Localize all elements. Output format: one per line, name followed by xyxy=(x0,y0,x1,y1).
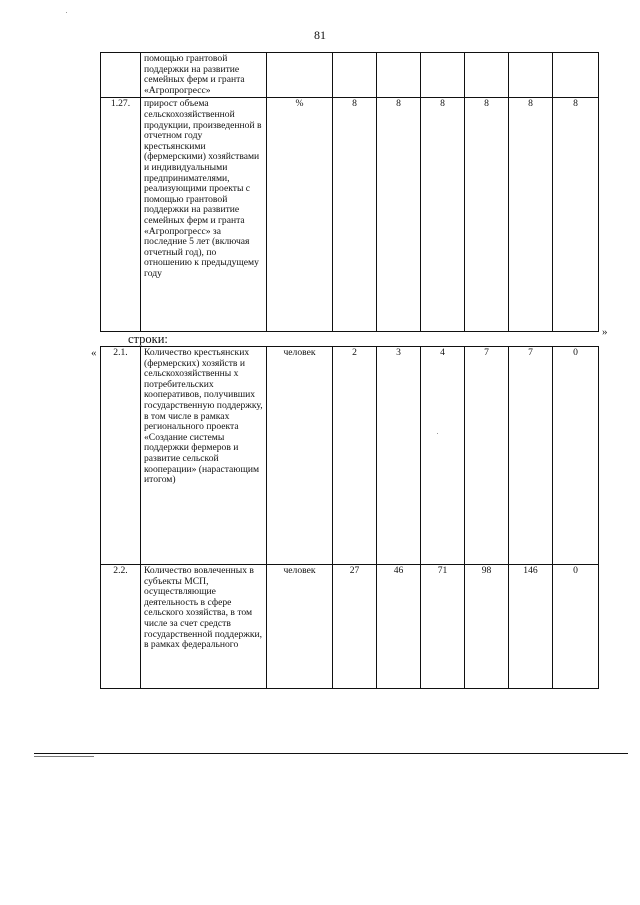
value-cell: 146 xyxy=(509,565,553,689)
value-cell: 0 xyxy=(553,347,599,565)
footer-rule xyxy=(34,753,628,754)
value-cell: 27 xyxy=(333,565,377,689)
value-cell xyxy=(377,53,421,98)
indicator-name: Количество крестьянских (фермерских) хозяйств и сельскохозяйственны х потребительских кооперативов, получивших государственную поддержку, в том числе в рамках регионального проекта «Создание системы поддержки фермеров и развитие сельской кооперации» (нарастающим итогом) xyxy=(144,347,263,486)
value-cell: 2 xyxy=(333,347,377,565)
value-cell xyxy=(465,53,509,98)
unit-cell xyxy=(267,53,333,98)
indicator-name: Количество вовлеченных в субъекты МСП, осуществляющие деятельность в сфере сельского хозяйства, в том числе за счет средств государственной поддержки, в рамках федерального xyxy=(144,565,263,651)
value-cell xyxy=(333,53,377,98)
value-cell xyxy=(421,53,465,98)
value-cell: 8 xyxy=(553,98,599,332)
indicator-name: прирост объема сельскохозяйственной продукции, произведенной в отчетном году крестьянскими (фермерскими) хозяйствами и индивидуальными предпринимателями, реализующими проекты с помощью грантовой поддержки на развитие семейных ферм и гранта «Агропрогресс» за последние 5 лет (включая отчетный год), по отношению к предыдущему году xyxy=(144,98,262,279)
value-cell: 71 xyxy=(421,565,465,689)
value-cell: 7 xyxy=(509,347,553,565)
indicators-table-continued xyxy=(100,52,599,332)
value-cell: 8 xyxy=(377,98,421,332)
value-cell: 4 xyxy=(421,347,465,565)
table-row xyxy=(101,53,599,98)
scan-speck xyxy=(66,12,67,13)
indicator-name: помощью грантовой поддержки на развитие семейных ферм и гранта «Агропрогресс» xyxy=(144,53,245,96)
value-cell: 8 xyxy=(421,98,465,332)
footer-rule-short xyxy=(34,756,94,757)
value-cell: 8 xyxy=(465,98,509,332)
row-number: 2.2. xyxy=(101,565,141,689)
value-cell xyxy=(509,53,553,98)
closing-quote: » xyxy=(602,326,608,338)
value-cell: 7 xyxy=(465,347,509,565)
indicators-table-new-rows xyxy=(100,346,599,689)
table-row xyxy=(101,98,599,332)
unit-cell: человек xyxy=(267,347,333,565)
row-number: 2.1. xyxy=(101,347,141,565)
row-number xyxy=(101,53,141,98)
opening-quote: « xyxy=(91,347,97,359)
scan-speck xyxy=(437,433,438,434)
value-cell: 3 xyxy=(377,347,421,565)
row-number: 1.27. xyxy=(101,98,141,332)
table-row xyxy=(101,565,599,689)
page-number: 81 xyxy=(314,28,326,42)
value-cell: 8 xyxy=(509,98,553,332)
value-cell: 8 xyxy=(333,98,377,332)
value-cell: 0 xyxy=(553,565,599,689)
unit-cell: % xyxy=(267,98,333,332)
value-cell: 46 xyxy=(377,565,421,689)
value-cell: 98 xyxy=(465,565,509,689)
table-row xyxy=(101,347,599,565)
unit-cell: человек xyxy=(267,565,333,689)
value-cell xyxy=(553,53,599,98)
section-heading: строки: xyxy=(128,332,168,346)
